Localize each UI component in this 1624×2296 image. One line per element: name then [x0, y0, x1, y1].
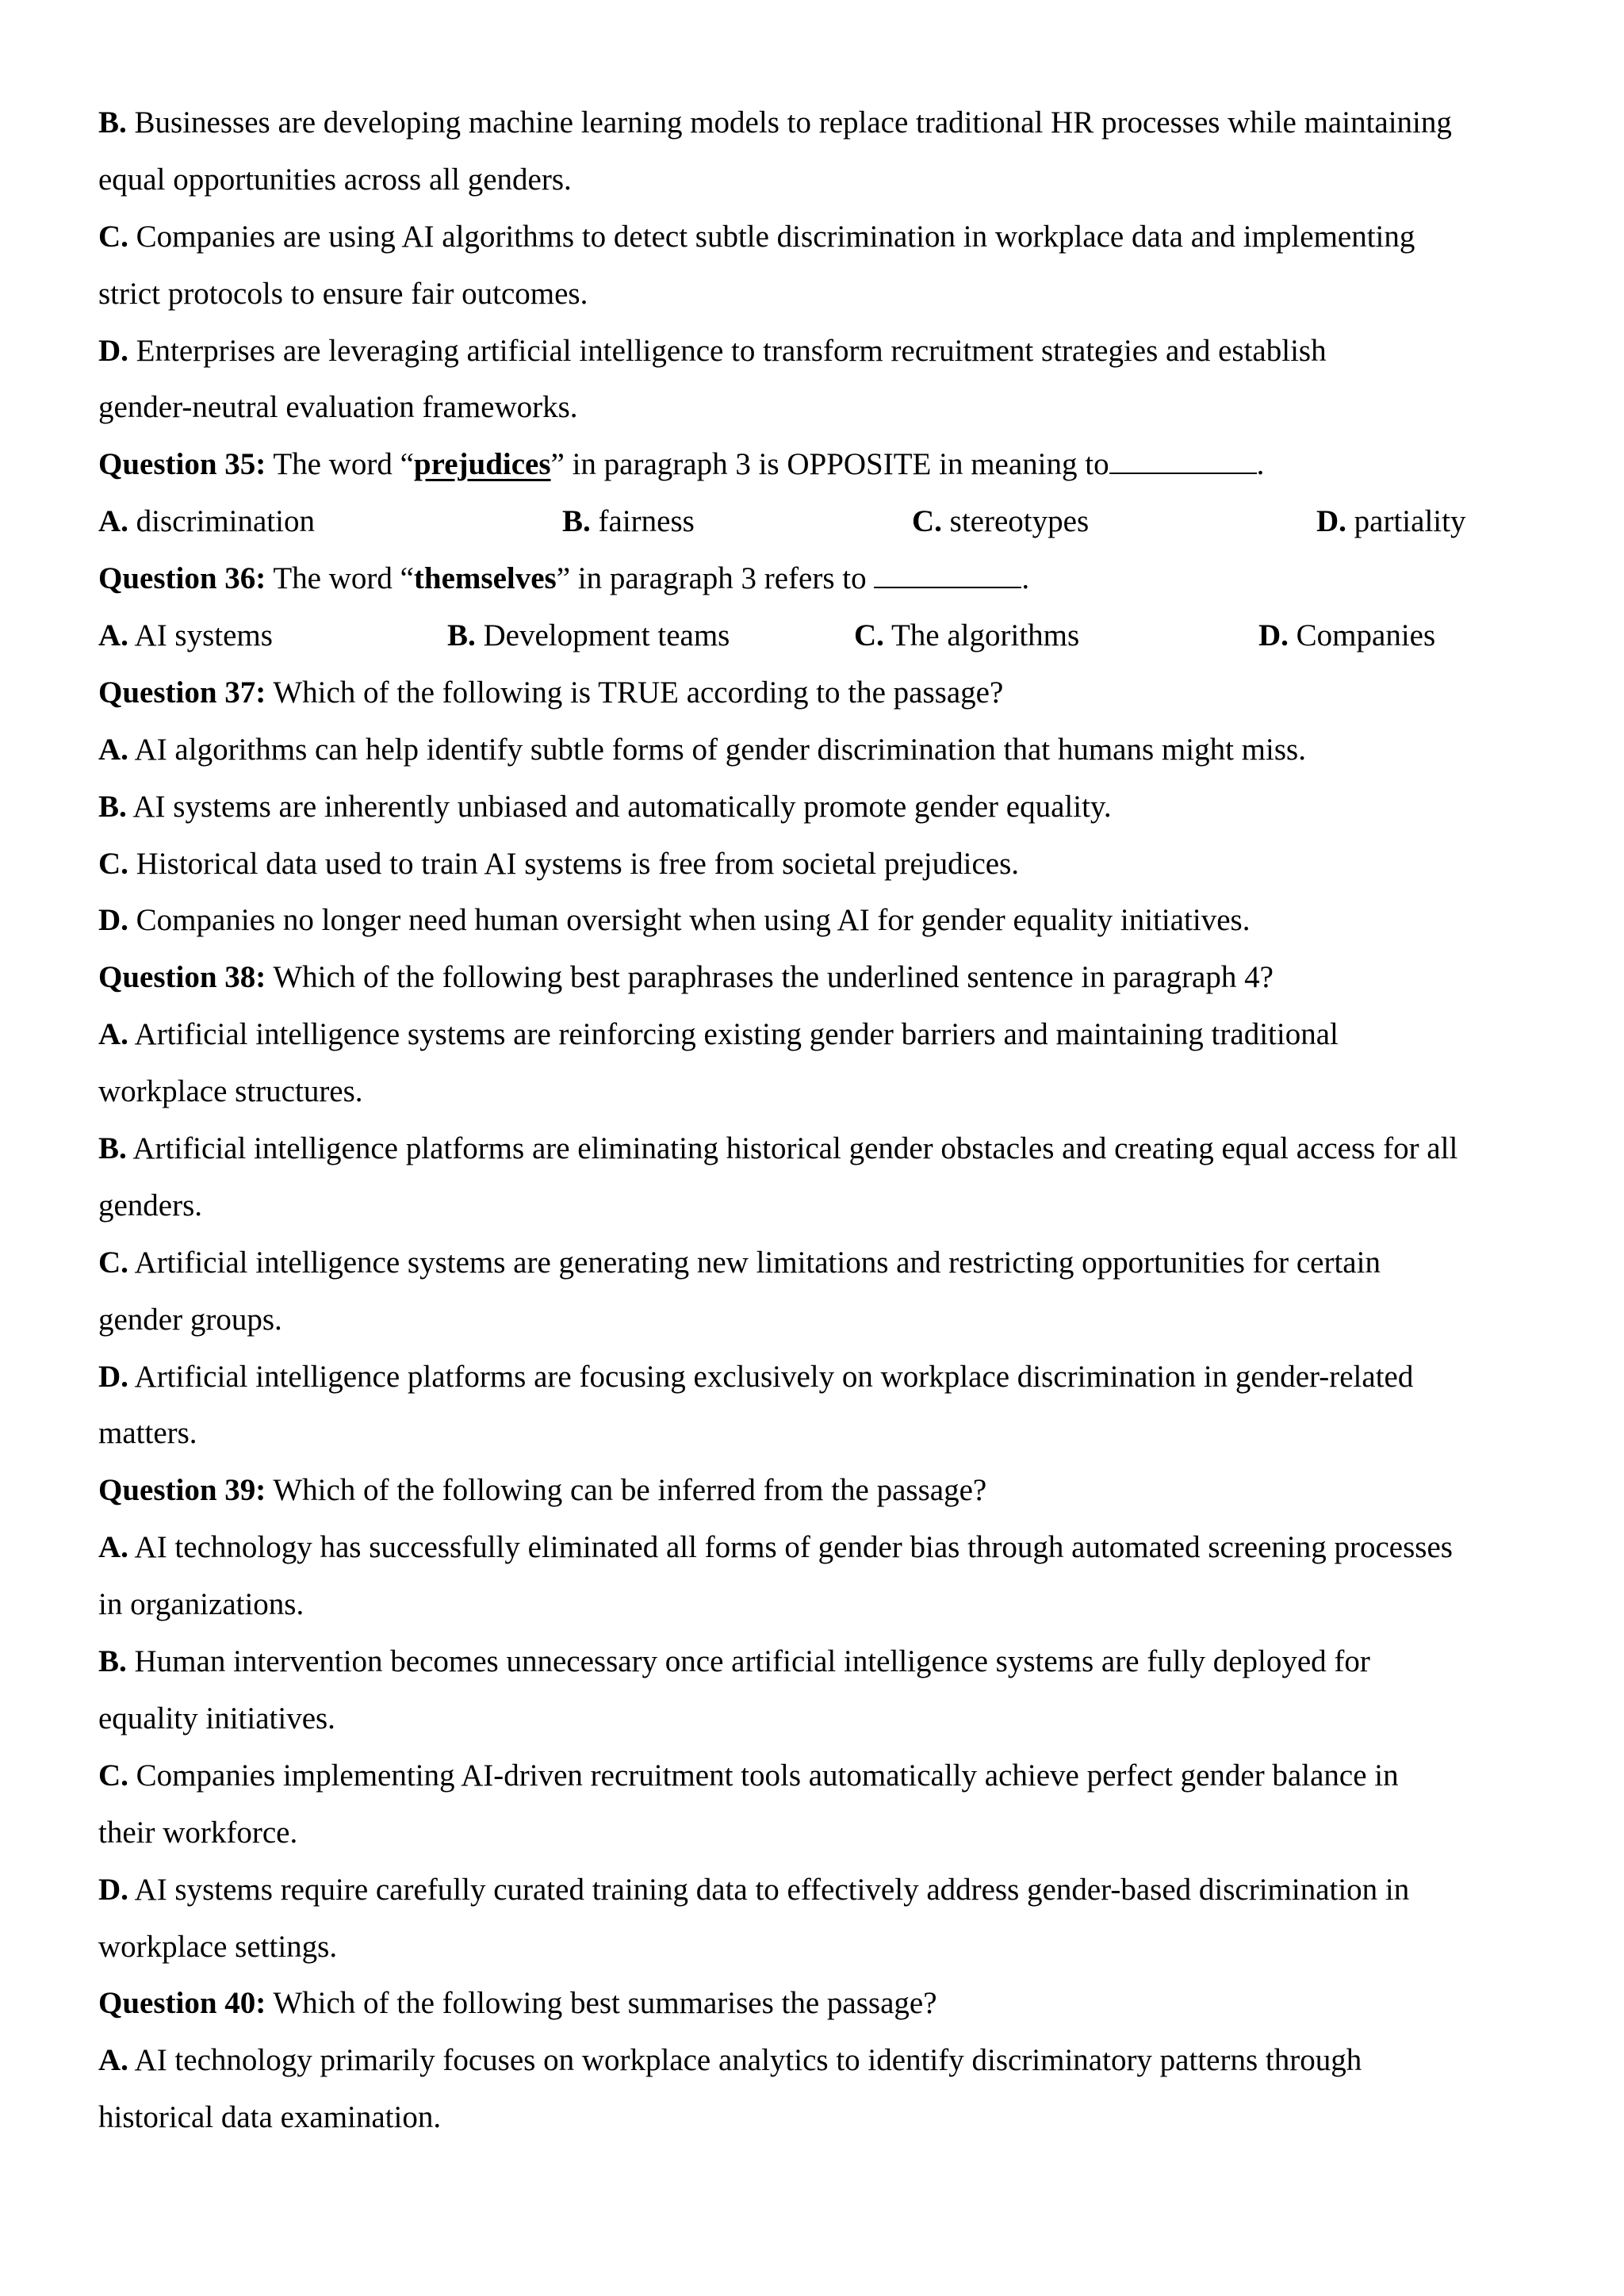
q38-option-c-line2: gender groups.: [98, 1302, 282, 1337]
q37-option-c: [98, 836, 1549, 893]
option-text: Companies no longer need human oversight when using AI for gender equality initiatives.: [136, 903, 1251, 938]
option-text: Artificial intelligence systems are reinforcing existing gender barriers and maintaining traditional: [134, 1017, 1339, 1052]
option-text: partiality: [1354, 504, 1466, 539]
option-text: Artificial intelligence platforms are eliminating historical gender obstacles and creating equal access for all: [132, 1131, 1458, 1166]
option-label: B.: [98, 105, 127, 140]
q39-option-b-line1: [98, 1633, 1549, 1690]
option-text: The algorithms: [891, 618, 1080, 653]
option-label: B.: [98, 1644, 127, 1679]
q36-option-b: [447, 607, 730, 664]
option-text: Artificial intelligence platforms are focusing exclusively on workplace discrimination in gender-related: [134, 1359, 1414, 1394]
q40-option-a-line2: historical data examination.: [98, 2100, 442, 2135]
option-text: AI technology has successfully eliminated all forms of gender bias through automated screening processes: [134, 1530, 1453, 1565]
q39-stem: [98, 1462, 1549, 1519]
option-label: C.: [98, 1245, 128, 1280]
target-word: themselves: [413, 561, 557, 596]
q38-option-a-line1: [98, 1006, 1549, 1063]
option-label: A.: [98, 618, 128, 653]
q40-stem: [98, 1975, 1549, 2032]
stem-pre: The word “: [273, 561, 414, 596]
question-label: Question 38:: [98, 960, 266, 995]
q38-option-b-line1: [98, 1120, 1549, 1177]
option-text: AI algorithms can help identify subtle forms of gender discrimination that humans might miss.: [134, 732, 1306, 767]
exam-page: [98, 94, 1549, 2146]
q34-option-c-line1: [98, 209, 1549, 266]
option-label: B.: [98, 789, 127, 824]
option-label: D.: [1258, 618, 1289, 653]
q37-option-b: [98, 779, 1549, 836]
option-label: D.: [98, 1359, 128, 1394]
option-label: B.: [98, 1131, 127, 1166]
option-label: C.: [912, 504, 942, 539]
stem-pre: The word “: [273, 447, 414, 482]
stem-end: .: [1256, 447, 1265, 482]
q34-option-d-line2: gender-neutral evaluation frameworks.: [98, 390, 578, 425]
question-label: Question 36:: [98, 561, 266, 596]
q39-option-b-line2: equality initiatives.: [98, 1701, 335, 1735]
q40-option-a-line1: [98, 2032, 1549, 2089]
stem-text: Which of the following best paraphrases the underlined sentence in paragraph 4?: [273, 960, 1274, 995]
option-text: Companies implementing AI-driven recruitment tools automatically achieve perfect gender balance in: [136, 1758, 1399, 1793]
option-label: D.: [98, 903, 128, 938]
question-label: Question 35:: [98, 447, 266, 482]
q35-stem: [98, 436, 1549, 493]
q39-option-a-line2: in organizations.: [98, 1587, 304, 1622]
stem-text: Which of the following is TRUE according to the passage?: [273, 675, 1004, 710]
q35-option-b: [562, 493, 695, 550]
option-text: Companies are using AI algorithms to detect subtle discrimination in workplace data and implementing: [136, 219, 1415, 254]
stem-post: ” in paragraph 3 is OPPOSITE in meaning to: [550, 447, 1109, 482]
q38-option-c-line1: [98, 1234, 1549, 1292]
q39-option-d-line2: workplace settings.: [98, 1929, 338, 1964]
option-text: AI systems: [134, 618, 273, 653]
option-text: discrimination: [136, 504, 315, 539]
option-label: A.: [98, 1530, 128, 1565]
option-label: A.: [98, 1017, 128, 1052]
q36-stem: [98, 550, 1549, 607]
stem-end: .: [1021, 561, 1030, 596]
question-label: Question 40:: [98, 1986, 266, 2021]
q36-option-a: [98, 607, 273, 664]
option-text: AI systems are inherently unbiased and automatically promote gender equality.: [132, 789, 1112, 824]
option-text: fairness: [598, 504, 695, 539]
option-label: B.: [447, 618, 476, 653]
option-label: D.: [98, 1872, 128, 1907]
option-text: Historical data used to train AI systems is free from societal prejudices.: [136, 846, 1020, 881]
q35-option-a: [98, 493, 315, 550]
option-text: stereotypes: [949, 504, 1090, 539]
q39-option-a-line1: [98, 1519, 1549, 1576]
answer-blank: [1109, 449, 1257, 474]
q35-options: [98, 493, 1549, 550]
stem-post: ” in paragraph 3 refers to: [556, 561, 875, 596]
q35-option-d: [1316, 493, 1465, 550]
q37-option-d: [98, 892, 1549, 949]
stem-text: Which of the following best summarises the passage?: [273, 1986, 937, 2021]
q34-option-b-line1: [98, 94, 1549, 151]
q36-options: [98, 607, 1549, 664]
option-text: Development teams: [483, 618, 730, 653]
question-label: Question 37:: [98, 675, 266, 710]
target-word: prejudices: [413, 447, 551, 482]
option-text: Enterprises are leveraging artificial intelligence to transform recruitment strategies and establish: [136, 333, 1327, 368]
q38-stem: [98, 949, 1549, 1006]
option-label: D.: [1316, 504, 1346, 539]
stem-text: Which of the following can be inferred from the passage?: [273, 1473, 987, 1508]
option-label: A.: [98, 504, 128, 539]
q39-option-c-line2: their workforce.: [98, 1815, 298, 1850]
option-label: C.: [98, 1758, 128, 1793]
q36-option-d: [1258, 607, 1435, 664]
q38-option-d-line1: [98, 1349, 1549, 1406]
option-label: A.: [98, 2043, 128, 2078]
option-text: Artificial intelligence systems are generating new limitations and restricting opportunities for certain: [134, 1245, 1381, 1280]
option-label: B.: [562, 504, 591, 539]
option-text: AI technology primarily focuses on workplace analytics to identify discriminatory patterns through: [134, 2043, 1362, 2078]
q38-option-b-line2: genders.: [98, 1188, 203, 1223]
q37-option-a: [98, 721, 1549, 779]
option-text: AI systems require carefully curated training data to effectively address gender-based discrimination in: [134, 1872, 1410, 1907]
q34-option-c-line2: strict protocols to ensure fair outcomes.: [98, 276, 588, 311]
option-label: C.: [854, 618, 884, 653]
option-text: Companies: [1296, 618, 1436, 653]
q37-stem: [98, 664, 1549, 721]
option-text: Human intervention becomes unnecessary once artificial intelligence systems are fully deployed for: [134, 1644, 1370, 1679]
answer-blank: [874, 563, 1021, 588]
question-label: Question 39:: [98, 1473, 266, 1508]
q38-option-d-line2: matters.: [98, 1416, 197, 1451]
q38-option-a-line2: workplace structures.: [98, 1074, 363, 1109]
option-label: D.: [98, 333, 128, 368]
q39-option-c-line1: [98, 1747, 1549, 1804]
q34-option-d-line1: [98, 323, 1549, 380]
option-label: C.: [98, 846, 128, 881]
option-label: C.: [98, 219, 128, 254]
q36-option-c: [854, 607, 1079, 664]
q39-option-d-line1: [98, 1862, 1549, 1919]
option-label: A.: [98, 732, 128, 767]
q34-option-b-line2: equal opportunities across all genders.: [98, 162, 572, 197]
option-text: Businesses are developing machine learning models to replace traditional HR processes while maintaining: [134, 105, 1452, 140]
q35-option-c: [912, 493, 1089, 550]
